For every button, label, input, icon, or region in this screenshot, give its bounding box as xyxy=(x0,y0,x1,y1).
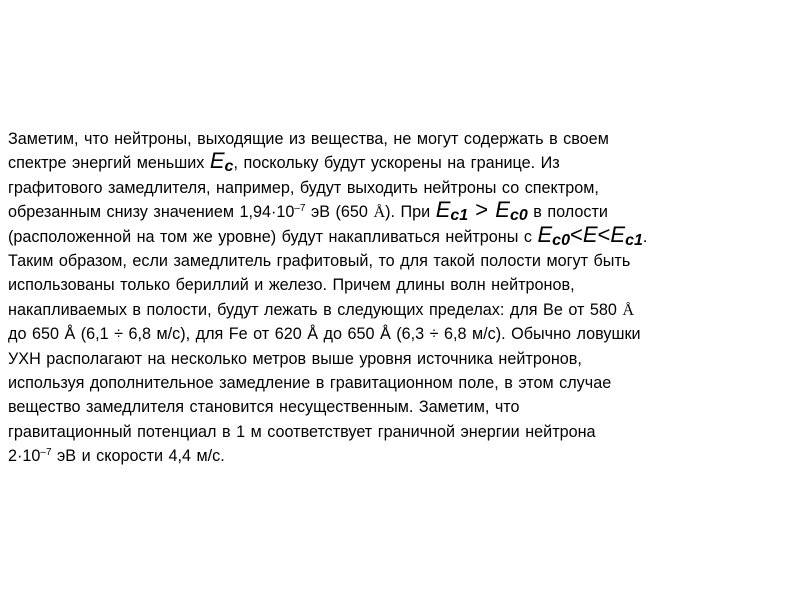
text-run: до 650 Å (6,1 ÷ 6,8 м/с), для Fe от 620 Å до 650 Å (6,3 ÷ 6,8 м/с). Обычно ловушки xyxy=(8,325,641,344)
symbol-e: E xyxy=(435,197,451,223)
text-run: . xyxy=(642,227,648,246)
text-run: накапливаемых в полости, будут лежать в следующих пределах: для Be от 580 xyxy=(8,300,623,319)
text-line-6 xyxy=(8,249,792,273)
text-line-12 xyxy=(8,395,792,419)
text-run: ). При xyxy=(385,203,436,222)
text-run: использованы только бериллий и железо. Причем длины волн нейтронов, xyxy=(8,276,575,295)
exponent: –7 xyxy=(294,203,306,215)
energy-symbol-ec0 xyxy=(495,197,528,225)
symbol-e: E xyxy=(495,197,510,223)
text-line-8 xyxy=(8,298,792,322)
symbol-subscript: c1 xyxy=(450,207,469,225)
energy-symbol-ec1 xyxy=(610,222,642,247)
text-line-11 xyxy=(8,371,792,395)
text-run: 2·10 xyxy=(8,447,41,466)
symbol-subscript: c0 xyxy=(509,207,528,225)
body-paragraph xyxy=(8,127,792,468)
text-run: (расположенной на том же уровне) будут накапливаться нейтроны с xyxy=(8,227,538,246)
text-run: эВ (650 xyxy=(305,203,374,222)
angstrom-symbol: Å xyxy=(373,203,386,222)
energy-symbol-ec0 xyxy=(537,222,569,247)
text-run: в полости xyxy=(527,203,608,222)
text-line-14 xyxy=(8,444,792,468)
text-run: обрезанным снизу значением 1,94·10 xyxy=(8,203,295,222)
text-line-10 xyxy=(8,347,792,371)
text-run: Заметим, что нейтроны, выходящие из вещества, не могут содержать в своем xyxy=(8,130,609,148)
symbol-subscript: c0 xyxy=(552,231,570,249)
greater-than-sign: > xyxy=(468,197,496,223)
symbol-e: E xyxy=(537,221,553,247)
energy-symbol-ec xyxy=(209,148,234,176)
text-run: , поскольку будут ускорены на границе. Из xyxy=(233,154,560,173)
angstrom-symbol: Å xyxy=(622,300,635,319)
text-line-1 xyxy=(8,127,792,151)
exponent: –7 xyxy=(40,447,52,459)
less-than-sign: < xyxy=(569,221,583,247)
symbol-e: E xyxy=(209,148,225,174)
symbol-subscript: c1 xyxy=(625,231,643,249)
text-run: графитового замедлителя, например, будут выходить нейтроны со спектром, xyxy=(8,178,599,197)
text-run: Таким образом, если замедлитель графитовый, то для такой полости могут быть xyxy=(8,251,631,270)
text-line-5 xyxy=(8,221,792,249)
text-line-3 xyxy=(8,176,792,200)
text-run: используя дополнительное замедление в гравитационном поле, в этом случае xyxy=(8,373,612,392)
text-run: гравитационный потенциал в 1 м соответствует граничной энергии нейтрона xyxy=(8,422,596,441)
text-line-9 xyxy=(8,322,792,346)
text-run: спектре энергий меньших xyxy=(8,154,210,173)
text-line-13 xyxy=(8,420,792,444)
energy-symbol-ec1 xyxy=(435,197,469,225)
text-run: вещество замедлителя становится несущественным. Заметим, что xyxy=(8,398,520,417)
text-line-2 xyxy=(8,148,792,176)
text-run: эВ и скорости 4,4 м/с. xyxy=(51,447,225,466)
less-than-sign: < xyxy=(597,221,611,247)
text-line-4 xyxy=(8,197,792,225)
symbol-subscript: c xyxy=(224,158,234,176)
text-line-7 xyxy=(8,273,792,297)
energy-symbol-e: E xyxy=(582,221,598,247)
symbol-e: E xyxy=(610,221,626,247)
text-run: УХН располагают на несколько метров выше уровня источника нейтронов, xyxy=(8,349,582,368)
